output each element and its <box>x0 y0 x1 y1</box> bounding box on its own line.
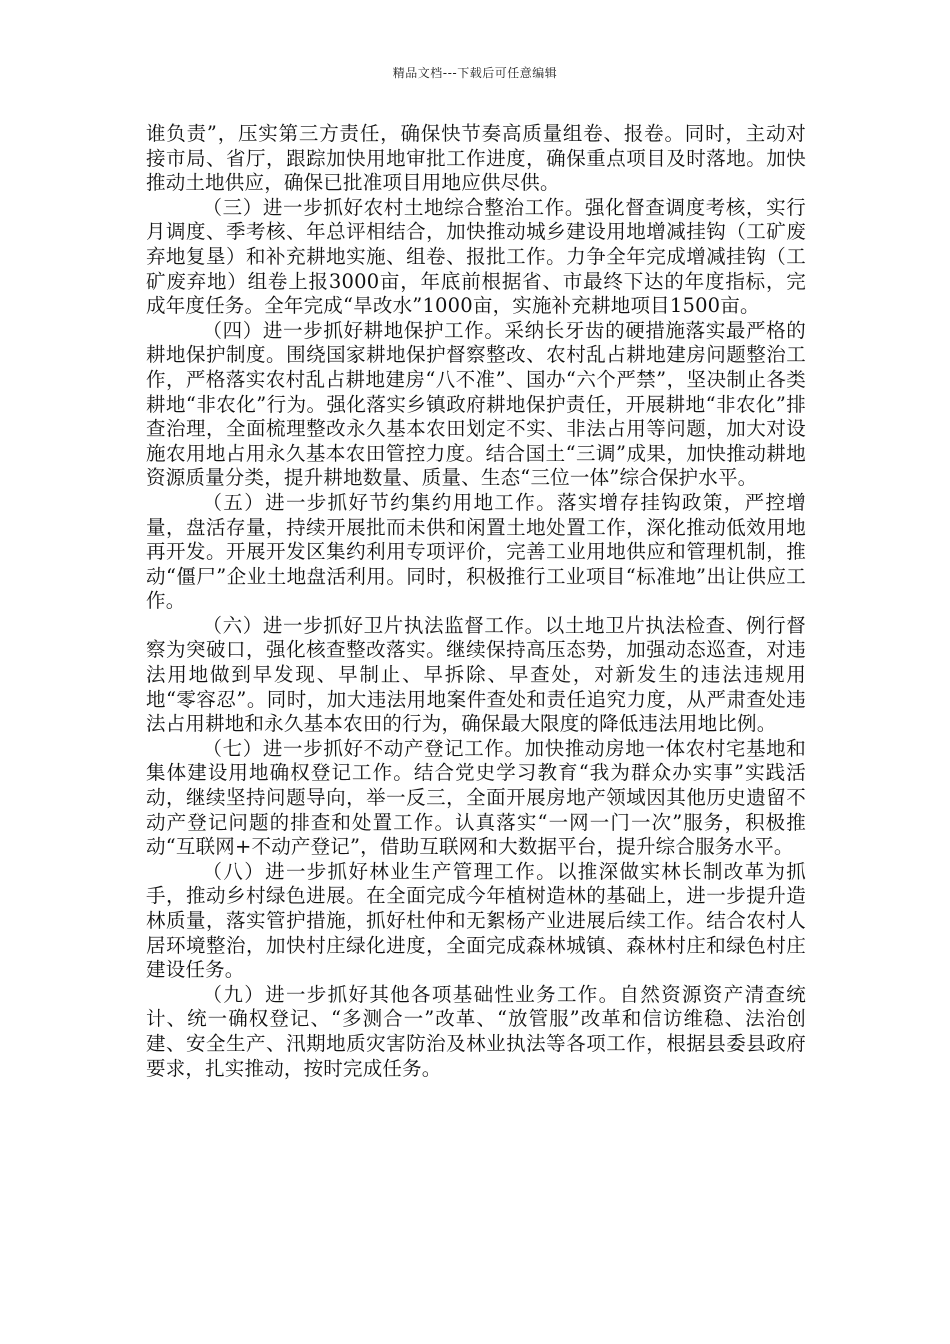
document-body <box>146 122 806 1081</box>
paragraph-4: （五）进一步抓好节约集约用地工作。落实增存挂钩政策，严控增量，盘活存量，持续开展批而未供和闲置土地处置工作，深化推动低效用地再开发。开展开发区集约利用专项评价，完善工业用地供应和管理机制，推动“僵尸”企业土地盘活利用。同时，积极推行工业项目“标准地”出让供应工作。 <box>146 490 806 613</box>
paragraph-3: （四）进一步抓好耕地保护工作。采纳长牙齿的硬措施落实最严格的耕地保护制度。围绕国家耕地保护督察整改、农村乱占耕地建房问题整治工作，严格落实农村乱占耕地建房“八不准”、国办“六个严禁”，坚决制止各类耕地“非农化”行为。强化落实乡镇政府耕地保护责任，开展耕地“非农化”排查治理，全面梳理整改永久基本农田划定不实、非法占用等问题，加大对设施农用地占用永久基本农田管控力度。结合国土“三调”成果，加快推动耕地资源质量分类，提升耕地数量、质量、生态“三位一体”综合保护水平。 <box>146 318 806 490</box>
paragraph-5: （六）进一步抓好卫片执法监督工作。以土地卫片执法检查、例行督察为突破口，强化核查整改落实。继续保持高压态势，加强动态巡查，对违法用地做到早发现、早制止、早拆除、早查处，对新发生的违法违规用地“零容忍”。同时，加大违法用地案件查处和责任追究力度，从严肃查处违法占用耕地和永久基本农田的行为，确保最大限度的降低违法用地比例。 <box>146 613 806 736</box>
paragraph-2: （三）进一步抓好农村土地综合整治工作。强化督查调度考核，实行月调度、季考核、年总评相结合，加快推动城乡建设用地增减挂钩（工矿废弃地复垦）和补充耕地实施、组卷、报批工作。力争全年完成增减挂钩（工矿废弃地）组卷上报3000亩，年底前根据省、市最终下达的年度指标，完成年度任务。全年完成“旱改水”1000亩，实施补充耕地项目1500亩。 <box>146 195 806 318</box>
page-header: 精品文档---下载后可任意编辑 <box>392 66 558 80</box>
paragraph-7: （八）进一步抓好林业生产管理工作。以推深做实林长制改革为抓手，推动乡村绿色进展。在全面完成今年植树造林的基础上，进一步提升造林质量，落实管护措施，抓好杜仲和无絮杨产业进展后续工作。结合农村人居环境整治，加快村庄绿化进度，全面完成森林城镇、森林村庄和绿色村庄建设任务。 <box>146 859 806 982</box>
paragraph-6: （七）进一步抓好不动产登记工作。加快推动房地一体农村宅基地和集体建设用地确权登记工作。结合党史学习教育“我为群众办实事”实践活动，继续坚持问题导向，举一反三，全面开展房地产领域因其他历史遗留不动产登记问题的排查和处置工作。认真落实“一网一门一次”服务，积极推动“互联网+不动产登记”，借助互联网和大数据平台，提升综合服务水平。 <box>146 736 806 859</box>
paragraph-1: 谁负责”，压实第三方责任，确保快节奏高质量组卷、报卷。同时，主动对接市局、省厅，跟踪加快用地审批工作进度，确保重点项目及时落地。加快推动土地供应，确保已批准项目用地应供尽供。 <box>146 122 806 195</box>
paragraph-8: （九）进一步抓好其他各项基础性业务工作。自然资源资产清查统计、统一确权登记、“多测合一”改革、“放管服”改革和信访维稳、法治创建、安全生产、汛期地质灾害防治及林业执法等各项工作，根据县委县政府要求，扎实推动，按时完成任务。 <box>146 982 806 1080</box>
